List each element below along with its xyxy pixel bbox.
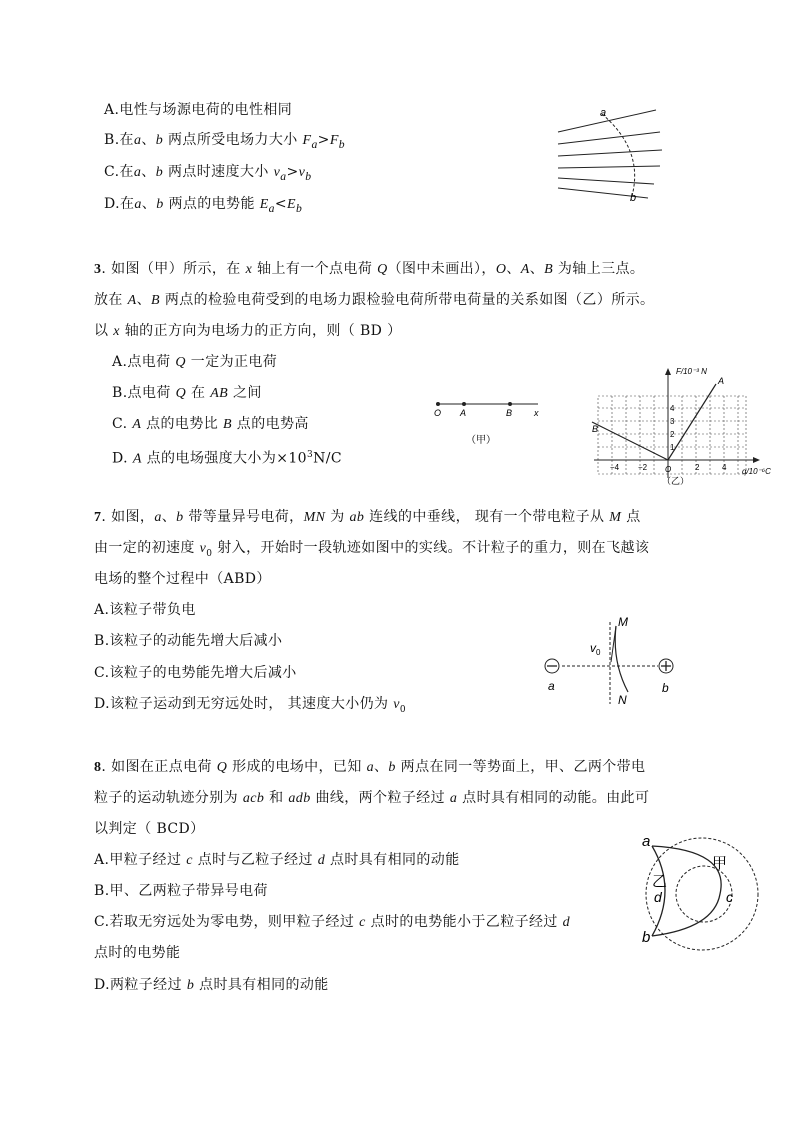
q8-option-c-cont: 点时的电势能 [94,945,181,961]
label-yi: 乙 [652,873,668,890]
q3-stem-line1: 3. 如图（甲）所示，在 x 轴上有一个点电荷 Q（图中未画出），O、A、B 为轴上三点。 [94,261,645,277]
q7-stem-line3: 电场的整个过程中（ABD） [94,571,271,587]
q3-stem-line2: 放在 A、B 两点的检验电荷受到的电场力跟检验电荷所带电荷量的关系如图（乙）所示。 [94,292,655,308]
label-b: b [662,681,669,695]
label-a: a [548,679,555,693]
q3-option-a: A.点电荷 Q 一定为正电荷 [112,354,278,370]
label-v0: $v_0$ [590,641,601,657]
field-line [558,178,654,184]
trajectory-curve [602,114,635,196]
label-c: c [726,889,733,905]
q2-field-lines-figure [552,104,672,204]
x-tick-neg4: −4 [610,463,620,472]
x-tick-neg2: −2 [638,463,648,472]
q2-option-a: A.电性与场源电荷的电性相同 [104,102,293,118]
q3-option-c: C. A 点的电势比 B 点的电势高 [112,416,309,432]
field-line [558,132,660,144]
line-a [668,384,716,460]
q8-option-d: D.两粒子经过 b 点时具有相同的动能 [94,977,329,993]
q2-option-c: C.在a、b 两点时速度大小 $v_a>v_b$ [104,164,312,183]
label-m: M [618,615,628,629]
q7-stem-line1: 7. 如图，a、b 带等量异号电荷，MN 为 ab 连线的中垂线， 现有一个带电粒子从 M 点 [94,509,641,525]
label-b: b [642,929,651,946]
label-a: a [642,833,651,850]
caption-jia: （甲） [466,435,496,446]
y-tick-1: 1 [670,443,675,452]
q7-stem-line2: 由一定的初速度 $v_0$ 射入，开始时一段轨迹如图中的实线。不计粒子的重力，则在飞越该 [94,540,650,559]
field-line [558,166,660,168]
label-b: B [592,424,599,434]
q8-option-c: C.若取无穷远处为零电势，则甲粒子经过 c 点时的电势能小于乙粒子经过 d [94,914,571,930]
q8-figure [638,832,778,952]
y-axis-arrow [665,368,671,375]
q7-figure [540,612,690,712]
q7-option-a: A.该粒子带负电 [94,602,196,618]
label-d: d [654,889,662,905]
q3-option-d: D. A 点的电场强度大小为$\times 10^3N/C$ [112,450,343,467]
field-line [558,110,656,132]
label-o: O [434,408,442,418]
q3-stem-line3: 以 x 轴的正方向为电场力的正方向，则（ BD ） [94,323,402,339]
outer-equipotential-circle [646,838,758,950]
y-tick-2: 2 [670,430,675,439]
particle-trajectory [615,626,628,692]
trajectory-acb [652,846,721,936]
q8-option-b: B.甲、乙两粒子带异号电荷 [94,883,268,899]
caption-yi: （乙） [662,476,690,486]
line-b [592,422,668,460]
point-o [436,402,440,406]
point-a [462,402,466,406]
q2-option-d: D.在a、b 两点的电势能 $E_a<E_b$ [104,196,303,215]
q8-option-a: A.甲粒子经过 c 点时与乙粒子经过 d 点时具有相同的动能 [94,852,460,868]
q7-option-b: B.该粒子的动能先增大后减小 [94,633,283,649]
q8-stem-line1: 8. 如图在正点电荷 Q 形成的电场中，已知 a、b 两点在同一等势面上，甲、乙两个带电 [94,759,646,775]
y-tick-4: 4 [670,404,675,413]
q8-stem-line3: 以判定（ BCD） [94,821,205,837]
q8-stem-line2: 粒子的运动轨迹分别为 acb 和 adb 曲线，两个粒子经过 a 点时具有相同的动能。由此可 [94,790,650,806]
q3-figure-yi [592,366,792,486]
label-a: a [600,107,607,119]
q2-option-b: B.在a、b 两点所受电场力大小 $F_a>F_b$ [104,132,345,151]
q3-figure-jia [426,396,546,446]
label-a: A [718,376,725,386]
label-x: x [534,408,539,418]
label-n: N [618,693,627,707]
label-b: b [630,192,637,204]
x-tick-4: 4 [722,463,727,472]
origin-label: O [665,465,672,474]
x-axis-arrow [753,457,760,463]
label-b: B [506,408,513,418]
field-line [558,150,662,156]
x-tick-2: 2 [695,463,700,472]
inner-equipotential-circle [676,866,732,922]
label-a: A [460,408,467,418]
label-jia: 甲 [712,855,728,872]
y-tick-3: 3 [670,417,675,426]
x-axis-label: q/10⁻⁶C [742,467,771,476]
q7-option-d: D.该粒子运动到无穷远处时， 其速度大小仍为 $v_0$ [94,696,407,715]
point-b [508,402,512,406]
q3-option-b: B.点电荷 Q 在 AB 之间 [112,385,262,401]
q7-option-c: C.该粒子的电势能先增大后减小 [94,665,297,681]
y-axis-label: F/10⁻³ N [676,367,707,376]
